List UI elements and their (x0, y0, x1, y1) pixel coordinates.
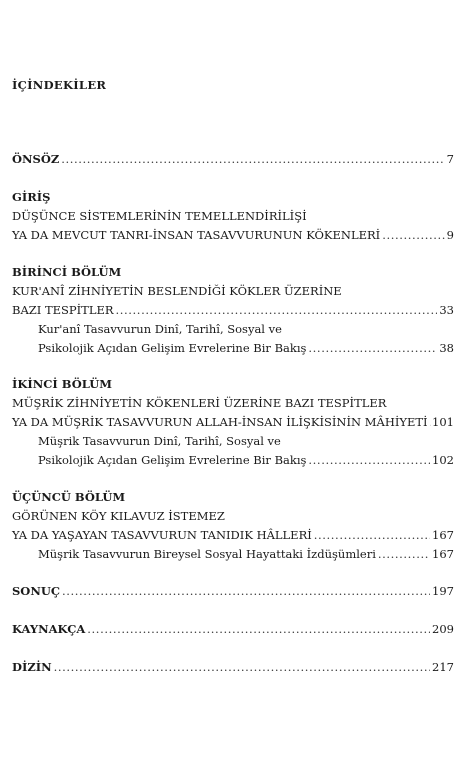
dot-leader (61, 150, 444, 169)
dot-leader (62, 582, 430, 601)
entry-title-line: GÖRÜNEN KÖY KILAVUZ İSTEMEZ (12, 509, 225, 523)
page-number: 209 (432, 622, 454, 636)
page-number: 167 (432, 547, 454, 561)
toc-entry-dizin (12, 658, 454, 677)
subentry-title-line: Psikolojik Açıdan Gelişim Evrelerine Bir Bakış (38, 341, 307, 355)
section-heading: GİRİŞ (12, 190, 51, 204)
entry-label: DİZİN (12, 660, 52, 674)
page-number: 102 (432, 453, 454, 467)
page-number: 101 (432, 415, 454, 429)
entry-title-line: KUR'ANÎ ZİHNİYETİN BESLENDİĞİ KÖKLER ÜZERİNE (12, 284, 342, 298)
entry-title-line: MÜŞRİK ZİHNİYETİN KÖKENLERİ ÜZERİNE BAZI TESPİTLER (12, 396, 387, 410)
section-heading: BİRİNCİ BÖLÜM (12, 265, 122, 279)
subentry-title-line: Kur'anî Tasavvurun Dinî, Tarihî, Sosyal ve (38, 322, 282, 336)
entry-label: ÖNSÖZ (12, 152, 60, 166)
entry-title-line: YA DA MEVCUT TANRI-İNSAN TASAVVURUNUN KÖKENLERİ (12, 228, 381, 242)
page-number: 7 (446, 152, 454, 166)
dot-leader (87, 620, 430, 639)
entry-title-line: DÜŞÜNCE SİSTEMLERİNİN TEMELLENDİRİLİŞİ (12, 209, 307, 223)
page-number: 9 (446, 228, 454, 242)
page-number: 197 (432, 584, 454, 598)
toc-entry-kaynakca (12, 620, 454, 639)
dot-leader (54, 658, 430, 677)
dot-leader (314, 526, 430, 545)
page-title: İÇİNDEKİLER (12, 78, 107, 92)
section-heading: İKİNCİ BÖLÜM (12, 377, 112, 391)
entry-title-line: YA DA YAŞAYAN TASAVVURUN TANIDIK HÂLLERİ (12, 528, 312, 542)
page-number: 167 (432, 528, 454, 542)
section-heading: ÜÇÜNCÜ BÖLÜM (12, 490, 126, 504)
dot-leader (116, 301, 438, 320)
toc-section-birinci (12, 263, 454, 358)
subentry-title-line: Psikolojik Açıdan Gelişim Evrelerine Bir Bakış (38, 453, 307, 467)
subentry-title-line: Müşrik Tasavvurun Dinî, Tarihî, Sosyal ve (38, 434, 281, 448)
page-number: 33 (439, 303, 454, 317)
entry-title-line: YA DA MÜŞRİK TASAVVURUN ALLAH-İNSAN İLİŞKİSİNİN MÂHİYETİ (12, 415, 428, 429)
toc-entry-sonuc (12, 582, 454, 601)
toc-section-ucuncu (12, 488, 454, 564)
dot-leader (308, 451, 430, 470)
dot-leader (382, 226, 444, 245)
entry-title-line: BAZI TESPİTLER (12, 303, 114, 317)
entry-label: SONUÇ (12, 584, 61, 598)
dot-leader (378, 545, 430, 564)
toc-section-giris (12, 188, 454, 245)
toc-page (12, 0, 454, 760)
dot-leader (308, 339, 437, 358)
subentry-title-line: Müşrik Tasavvurun Bireysel Sosyal Hayattaki İzdüşümleri (38, 547, 376, 561)
page-number: 38 (439, 341, 454, 355)
page-number: 217 (432, 660, 454, 674)
toc-entry-onsoz (12, 150, 454, 169)
toc-section-ikinci (12, 375, 454, 470)
entry-label: KAYNAKÇA (12, 622, 86, 636)
